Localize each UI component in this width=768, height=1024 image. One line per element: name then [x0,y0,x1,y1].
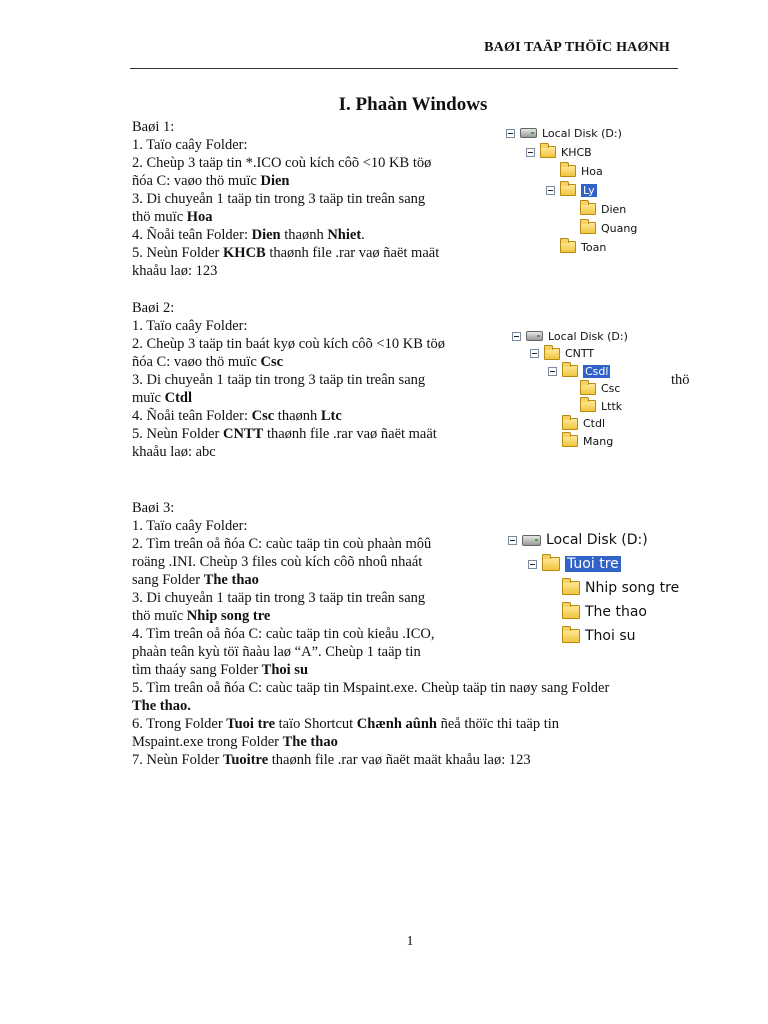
collapse-toggle-icon[interactable] [546,186,555,195]
tree-node-label: The thao [585,604,647,620]
tree-node-label: Thoi su [585,628,636,644]
page-number: 1 [406,934,414,949]
bold-term: The thao. [132,698,191,714]
text-run: ñóa C: vaøo thö muïc [132,354,261,370]
bold-term: Csc [260,354,284,370]
text-line [132,697,609,715]
tree-node-label: Csdl [585,364,609,378]
tree-node-label: Hoa [581,164,603,178]
folder-icon [560,184,576,196]
bold-term: The thao [282,734,338,750]
tree-node-label: Local Disk (D:) [548,329,628,343]
header-rule [130,68,678,69]
bold-term: Chænh aûnh [356,716,437,732]
text-run: thaønh [280,227,328,243]
bold-term: Tuoitre [223,752,269,768]
folder-icon [580,222,596,234]
tree-node-label: Ly [583,183,595,197]
text-run: sang Folder [132,572,204,588]
tree-node-label: Mang [583,434,614,448]
bold-term: Tuoi tre [226,716,276,732]
text-line [132,751,609,769]
text-line [132,679,609,697]
folder-icon [560,241,576,253]
text-run: khaåu laø: 123 [132,263,218,279]
exercise-2-trailing-word: thö [671,372,690,388]
text-run: Mspaint.exe trong Folder [132,734,283,750]
text-run: 4. Ñoåi teân Folder: [132,227,252,243]
text-run: 2. Tìm treân oå ñóa C: caùc taäp tin coù phaàn môû [132,536,432,552]
text-line [132,425,445,443]
text-line [132,661,609,679]
text-line [132,244,439,262]
tree-node-label: Quang [601,221,638,235]
tree-node-label: Local Disk (D:) [542,126,622,140]
tree-node-csc[interactable] [580,381,620,397]
tree-node-local-disk-d[interactable] [506,125,622,141]
folder-icon [562,605,580,619]
folder-icon [542,557,560,571]
text-line [132,262,439,280]
tree-node-label: Tuoi tre [567,556,619,572]
text-run: 5. Tìm treân oå ñóa C: caùc taäp tin Mspaint.exe. Cheùp taäp tin naøy sang Folder [132,680,610,696]
folder-icon [580,383,596,395]
bold-term: Thoi su [261,662,309,678]
tree-node-dien[interactable] [580,201,626,217]
text-run: 3. Di chuyeån 1 taäp tin trong 3 taäp tin treân sang [132,191,426,207]
bold-term: Ltc [320,408,342,424]
collapse-toggle-icon[interactable] [506,129,515,138]
text-run: 3. Di chuyeån 1 taäp tin trong 3 taäp tin treân sang [132,590,426,606]
text-run: 2. Cheùp 3 taäp tin baát kyø coù kích côõ <10 KB töø [132,336,446,352]
text-run: . [361,227,365,243]
bold-term: Nhiet [327,227,362,243]
tree-node-label: Local Disk (D:) [546,532,648,548]
tree-node-label: CNTT [565,347,595,360]
folder-icon [544,348,560,360]
text-line [132,499,609,517]
text-run: 6. Trong Folder [132,716,227,732]
text-run: taïo Shortcut [275,716,357,732]
bold-term: Csc [251,408,275,424]
text-line [132,172,439,190]
tree-node-local-disk-d[interactable] [508,530,648,550]
collapse-toggle-icon[interactable] [508,536,517,545]
bold-term: The thao [203,572,259,588]
tree-node-label: Ctdl [583,417,606,430]
text-run: Baøi 3: [132,500,175,516]
text-run: ñóa C: vaøo thö muïc [132,173,261,189]
disk-drive-icon [520,128,537,138]
text-run: 3. Di chuyeån 1 taäp tin trong 3 taäp tin treân sang [132,372,426,388]
tree-node-thoi-su[interactable] [562,626,636,646]
bold-term: Ctdl [164,390,193,406]
text-run: thö muïc [132,608,187,624]
text-run: 1. Taïo caây Folder: [132,137,248,153]
header-title: BAØI TAÄP THÖÏC HAØNH [484,40,670,55]
text-run: 4. Tìm treân oå ñóa C: caùc taäp tin coù kieåu .ICO, [132,626,435,642]
text-run: thaønh [274,408,321,424]
tree-node-mang[interactable] [562,433,613,449]
tree-node-ctdl[interactable] [562,416,605,432]
text-run: thö muïc [132,209,187,225]
text-run: Baøi 2: [132,300,175,316]
bold-term: CNTT [223,426,264,442]
folder-icon [560,165,576,177]
folder-icon [562,365,578,377]
bold-term: KHCB [223,245,266,261]
tree-node-local-disk-d[interactable] [512,328,628,344]
text-line [132,226,439,244]
text-line [132,317,445,335]
text-line [132,136,439,154]
disk-drive-icon [526,331,543,341]
text-run: 2. Cheùp 3 taäp tin *.ICO coù kích côõ <10 KB töø [132,155,432,171]
tree-node-ly[interactable] [546,182,597,198]
text-line [132,715,609,733]
folder-icon [580,203,596,215]
tree-node-label: KHCB [561,145,592,159]
text-run: Baøi 1: [132,119,175,135]
tree-node-hoa[interactable] [560,163,603,179]
folder-icon [562,435,578,447]
tree-node-csdl[interactable] [548,363,610,379]
bold-term: Dien [251,227,281,243]
text-line [132,407,445,425]
text-run: 5. Neùn Folder [132,245,224,261]
collapse-toggle-icon[interactable] [528,560,537,569]
text-run: 5. Neùn Folder [132,426,224,442]
bold-term: Nhip song tre [186,608,271,624]
bold-term: Dien [260,173,290,189]
text-run: tìm thaáy sang Folder [132,662,262,678]
tree-node-toan[interactable] [560,239,606,255]
collapse-toggle-icon[interactable] [526,148,535,157]
text-line [132,118,439,136]
text-run: thaønh file .rar vaø ñaët maät khaåu laø: 123 [268,752,531,768]
tree-node-nhip-song-tre[interactable] [562,578,679,598]
text-run: khaåu laø: abc [132,444,216,460]
text-line [132,353,445,371]
text-run: 7. Neùn Folder [132,752,224,768]
text-line [132,371,445,389]
text-run: 4. Ñoåi teân Folder: [132,408,252,424]
text-line [132,208,439,226]
folder-icon [580,400,596,412]
tree-node-label: Toan [581,240,607,254]
folder-icon [540,146,556,158]
text-run: phaàn teân kyù töï ñaàu laø “A”. Cheùp 1 taäp tin [132,644,421,660]
folder-tree-3 [508,530,718,652]
tree-node-lttk[interactable] [580,398,622,414]
text-run: ñeå thöïc thi taäp tin [437,716,560,732]
text-line [132,389,445,407]
text-run: 1. Taïo caây Folder: [132,518,248,534]
folder-tree-2 [512,328,672,450]
text-line [132,299,445,317]
text-run: thaønh file .rar vaø ñaët maät [265,245,440,261]
tree-node-label: Nhip song tre [585,580,680,596]
folder-tree-1 [506,125,696,255]
collapse-toggle-icon[interactable] [548,367,557,376]
tree-node-cntt[interactable] [530,346,594,362]
text-run: muïc [132,390,165,406]
tree-node-label: Csc [601,382,621,395]
tree-node-label: Lttk [601,399,623,413]
bold-term: Hoa [186,209,213,225]
text-run: 1. Taïo caây Folder: [132,318,248,334]
text-run: thaønh file .rar vaø ñaët maät [263,426,437,442]
exercise-1 [132,118,439,280]
text-line [132,335,445,353]
tree-node-quang[interactable] [580,220,637,236]
folder-icon [562,581,580,595]
tree-node-label: Dien [601,202,627,216]
text-line [132,733,609,751]
collapse-toggle-icon[interactable] [512,332,521,341]
folder-icon [562,418,578,430]
exercise-2 [132,299,445,461]
tree-node-khcb[interactable] [526,144,592,160]
collapse-toggle-icon[interactable] [530,349,539,358]
text-run: roäng .INI. Cheùp 3 files coù kích côõ nhoû nhaát [132,554,423,570]
text-line [132,154,439,172]
tree-node-the-thao[interactable] [562,602,647,622]
folder-icon [562,629,580,643]
disk-drive-icon [522,535,541,546]
text-line [132,443,445,461]
tree-node-tuoi-tre[interactable] [528,554,621,574]
section-title: I. Phaàn Windows [338,94,488,115]
text-line [132,190,439,208]
